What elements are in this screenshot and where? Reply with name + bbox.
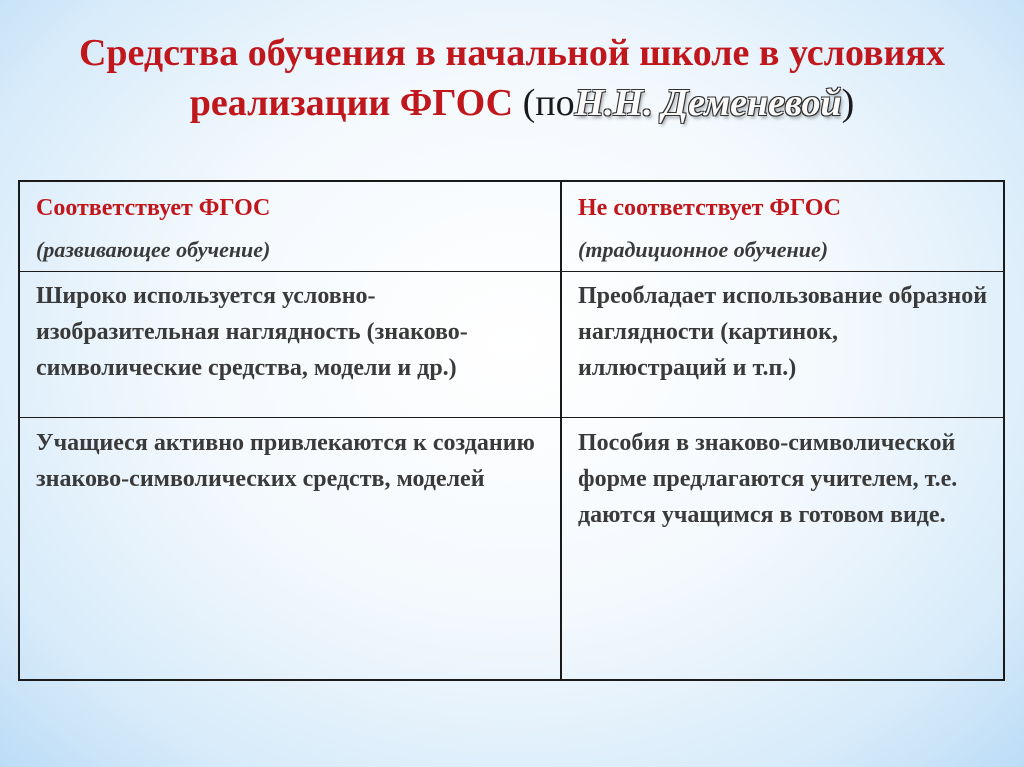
cell-text: Пособия в знаково-символической форме предлагаются учителем, т.е. даются учащимся в готовом виде. <box>578 430 958 528</box>
title-by: (по <box>522 82 575 124</box>
header-cell-left <box>20 188 560 270</box>
cell-text: Преобладает использование образной наглядности (картинок, иллюстраций и т.п.) <box>578 283 988 381</box>
cell-text: Учащиеся активно привлекаются к созданию знаково-символических средств, моделей <box>36 430 535 492</box>
header-left-title: Соответствует ФГОС <box>36 195 271 221</box>
row-divider <box>20 271 1003 272</box>
table-cell <box>562 425 1005 675</box>
header-right-title: Не соответствует ФГОС <box>578 195 842 221</box>
cell-text: Широко используется условно-изобразительная наглядность (знаково-символические средства, модели и др.) <box>36 283 468 381</box>
title-main: реализации ФГОС <box>189 82 514 124</box>
table-cell <box>562 278 1005 416</box>
title-author: Н.Н. Деменевой <box>574 82 842 124</box>
table-cell <box>20 278 560 416</box>
page-title-line2 <box>40 78 1004 128</box>
comparison-table <box>18 180 1005 681</box>
row-divider <box>20 417 1003 418</box>
title-close-paren: ) <box>841 82 855 124</box>
header-left-subtitle: (развивающее обучение) <box>36 237 271 262</box>
page-title-line1: Средства обучения в начальной школе в условиях <box>78 32 945 74</box>
header-right-subtitle: (традиционное обучение) <box>578 237 829 262</box>
table-cell <box>20 425 560 675</box>
header-cell-right <box>562 188 1005 270</box>
